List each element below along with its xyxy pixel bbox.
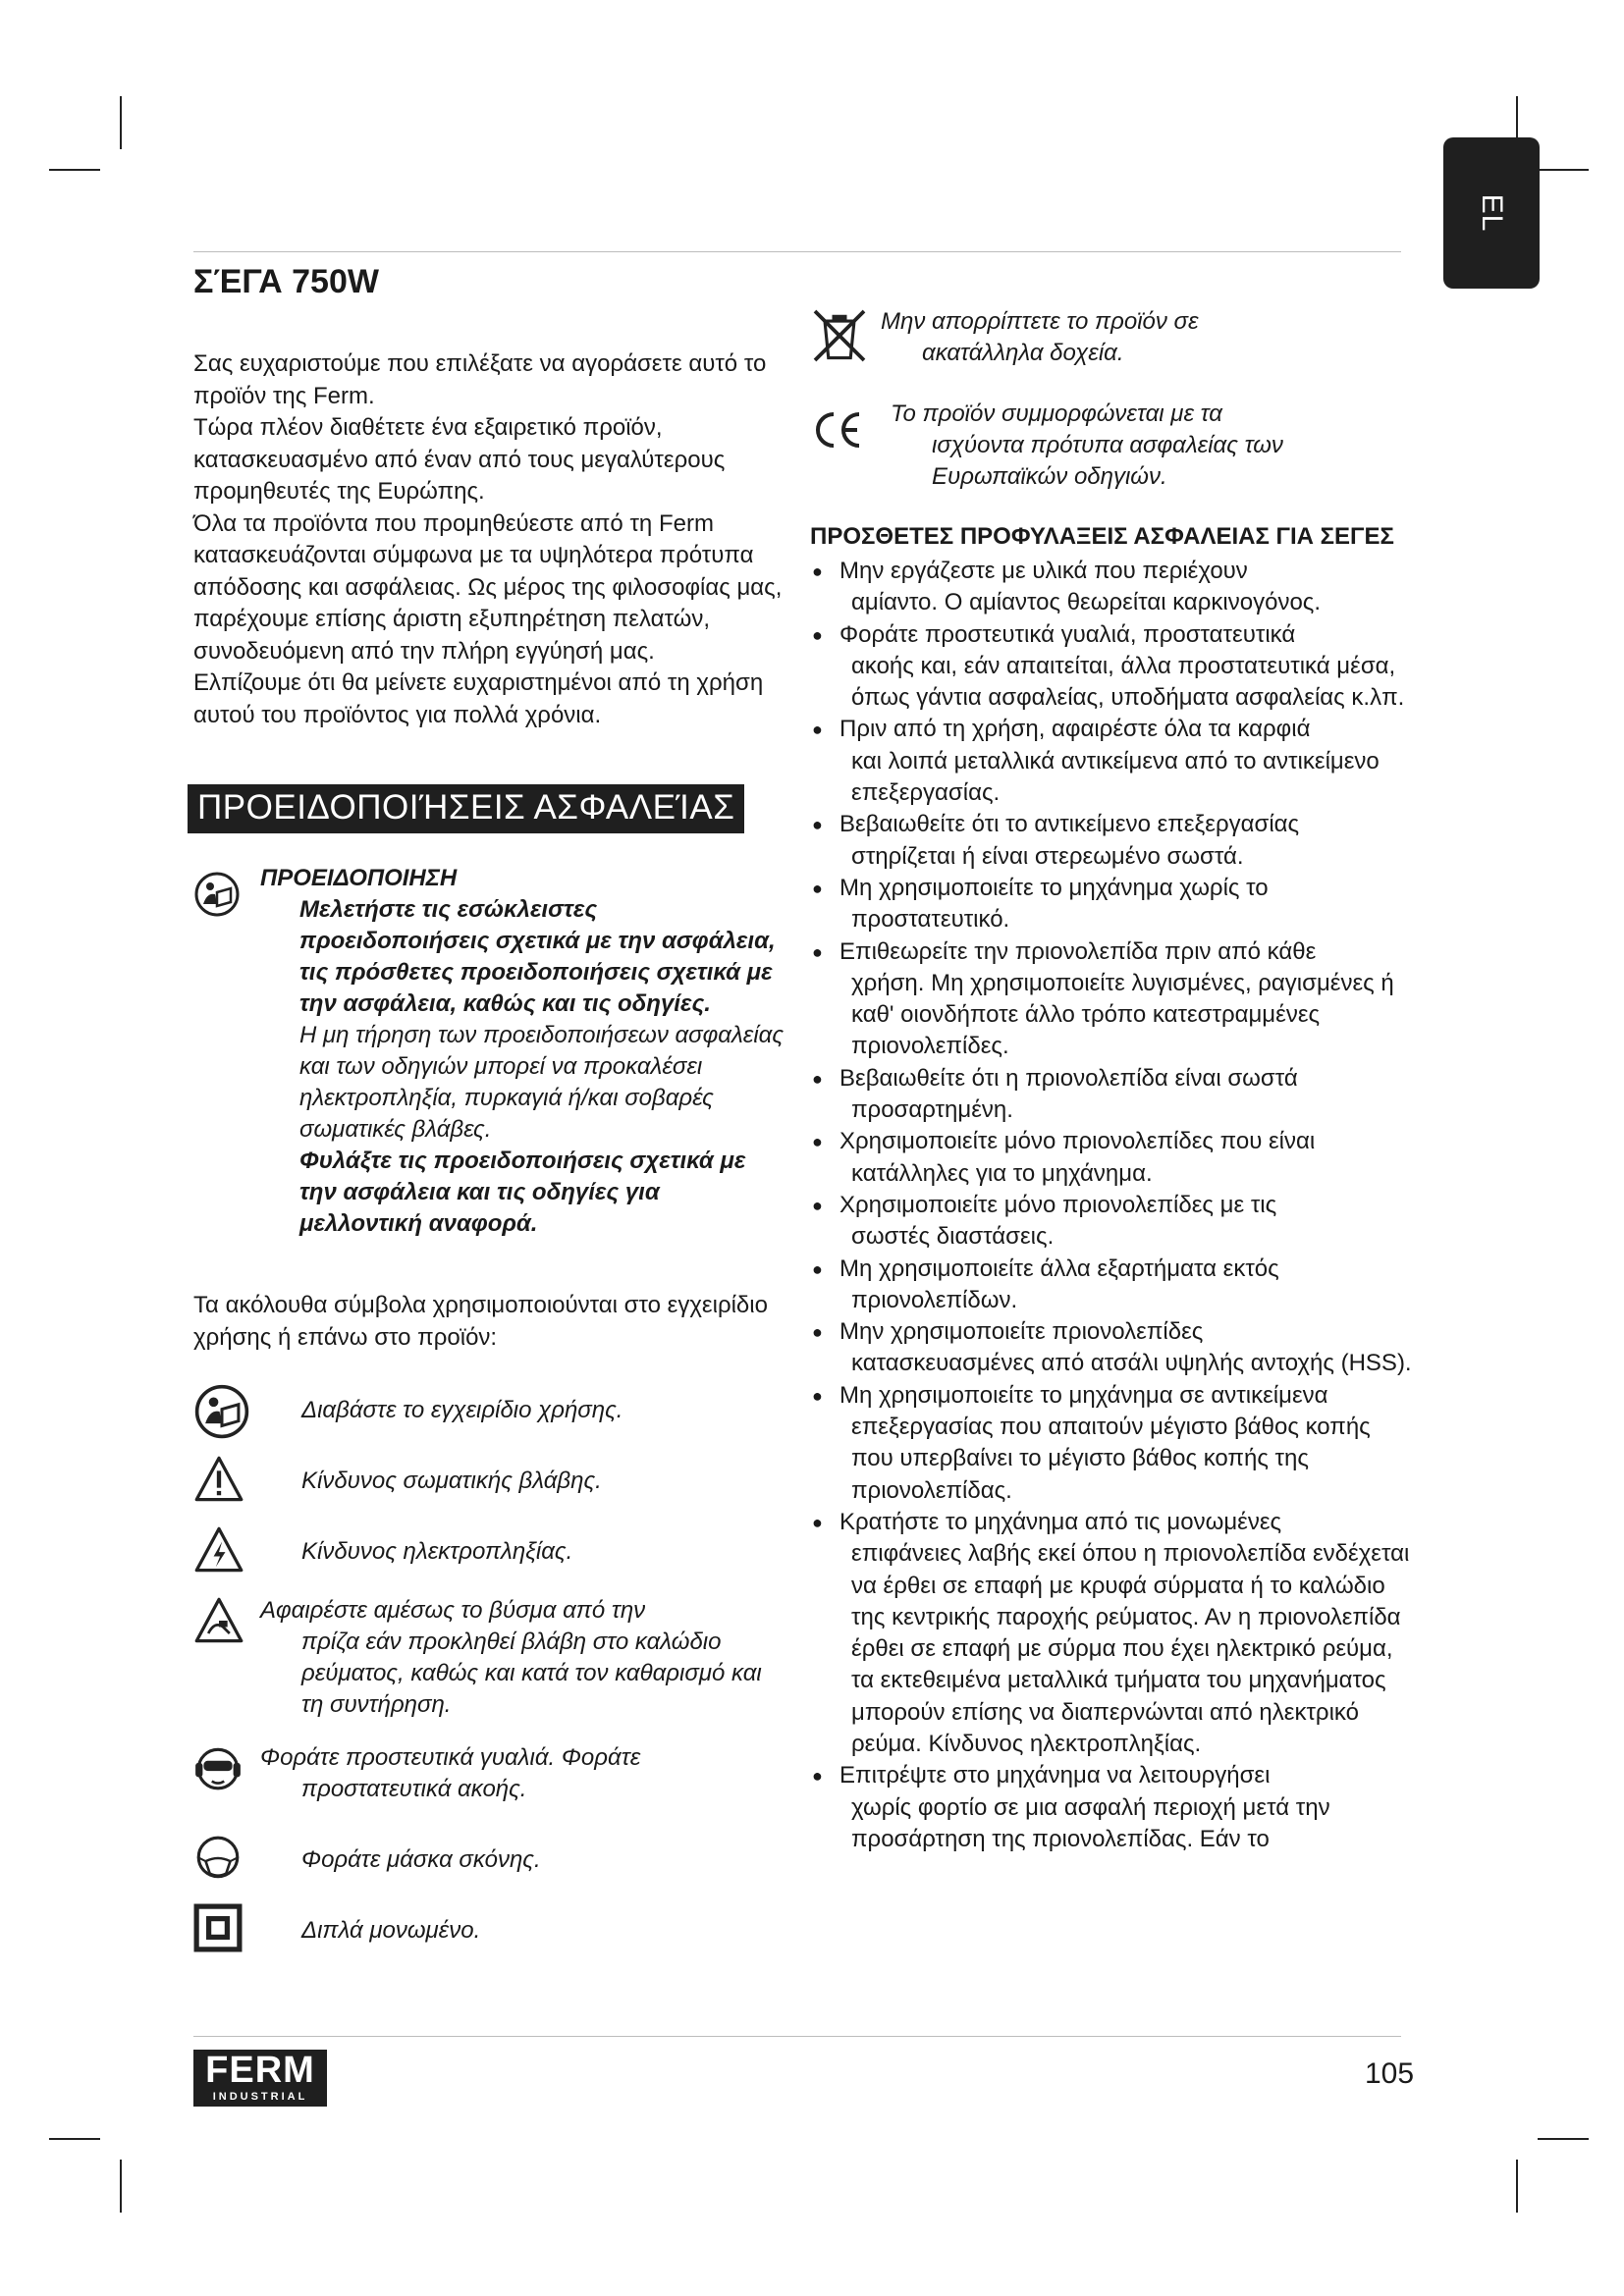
crop-mark-tl-v bbox=[120, 96, 122, 149]
symbol-text-rest: πρίζα εάν προκληθεί βλάβη στο καλώδιο ρεύματος, καθώς και κατά τον καθαρισμό και τη συντήρηση. bbox=[301, 1629, 762, 1718]
list-item bbox=[810, 714, 1419, 809]
warning-body bbox=[260, 894, 788, 1240]
unplug-icon bbox=[193, 1595, 244, 1655]
symbol-text bbox=[193, 1742, 788, 1805]
list-item-first: ● Βεβαιωθείτε ότι το αντικείμενο επεξεργασίας bbox=[839, 811, 1300, 838]
list-item-rest: στηρίζεται ή είναι στερεωμένο σωστά. bbox=[851, 842, 1244, 870]
crop-mark-bl-v bbox=[120, 2160, 122, 2213]
intro-text bbox=[193, 348, 788, 731]
right-column bbox=[810, 306, 1419, 1855]
read-manual-icon bbox=[193, 1383, 250, 1449]
symbol-text bbox=[193, 1595, 788, 1721]
warning-bold-text: Μελετήστε τις εσώκλειστες προειδοποιήσεις σχετικά με την ασφάλεια, τις πρόσθετες προειδοποιήσεις σχετικά με την ασφάλεια, καθώς και τις οδηγίες. bbox=[299, 896, 776, 1017]
logo-subtitle: INDUSTRIAL bbox=[212, 2091, 308, 2103]
list-item bbox=[810, 1316, 1419, 1380]
footer-rule bbox=[193, 2036, 1401, 2037]
ce-mark-icon bbox=[810, 406, 869, 462]
list-item-rest: κατασκευασμένες από ατσάλι υψηλής αντοχής (HSS). bbox=[851, 1350, 1412, 1377]
symbol-ce bbox=[810, 399, 1419, 493]
warning-italic-text: Η μη τήρηση των προειδοποιήσεων ασφαλείας και των οδηγιών μπορεί να προκαλέσει ηλεκτροπληξία, πυρκαγιά ή/και σοβαρές σωματικές βλάβες. bbox=[299, 1022, 785, 1143]
list-item-rest: σωστές διαστάσεις. bbox=[851, 1223, 1055, 1251]
list-item-rest: αμίαντο. Ο αμίαντος θεωρείται καρκινογόνος. bbox=[851, 589, 1322, 616]
warning-keep-text: Φυλάξτε τις προειδοποιήσεις σχετικά με την ασφάλεια και τις οδηγίες για μελλοντική αναφορά. bbox=[299, 1148, 746, 1237]
double-insulated-icon bbox=[193, 1903, 243, 1961]
list-item-rest: κατάλληλες για το μηχάνημα. bbox=[851, 1159, 1153, 1187]
list-item-rest: και λοιπά μεταλλικά αντικείμενα από το αντικείμενο επεξεργασίας. bbox=[851, 747, 1380, 807]
crop-mark-bl-h bbox=[49, 2138, 100, 2140]
list-item-rest: χρήση. Μη χρησιμοποιείτε λυγισμένες, ραγισμένες ή καθ' οιονδήποτε άλλο τρόπο κατεστραμμένες πριονολεπίδες. bbox=[851, 969, 1394, 1060]
safety-section-header: ΠΡΟΕΙΔΟΠΟΙΉΣΕΙΣ ΑΣΦΑΛΕΊΑΣ bbox=[188, 784, 744, 833]
list-item-first: ● Χρησιμοποιείτε μόνο πριονολεπίδες που είναι bbox=[839, 1128, 1316, 1155]
safety-bullet-list bbox=[810, 556, 1419, 1855]
list-item-rest: ακοής και, εάν απαιτείται, άλλα προστατευτικά μέσα, όπως γάντια ασφαλείας, υποδήματα ασφαλείας κ.λπ. bbox=[851, 652, 1405, 712]
intro-paragraph: Σας ευχαριστούμε που επιλέξατε να αγοράσετε αυτό το προϊόν της Ferm. bbox=[193, 350, 767, 409]
list-item bbox=[810, 1190, 1419, 1254]
list-item-first: ● Μη χρησιμοποιείτε το μηχάνημα σε αντικείμενα bbox=[839, 1381, 1328, 1409]
list-item-first: ● Μη χρησιμοποιείτε άλλα εξαρτήματα εκτός bbox=[839, 1255, 1279, 1282]
logo-wordmark: FERM bbox=[205, 2050, 315, 2091]
list-item-first: ● Επιτρέψτε στο μηχάνημα να λειτουργήσει bbox=[839, 1762, 1271, 1789]
symbol-read-manual bbox=[193, 1383, 788, 1440]
list-item bbox=[810, 1126, 1419, 1190]
list-item-first: ● Πριν από τη χρήση, αφαιρέστε όλα τα καρφιά bbox=[839, 716, 1311, 743]
additional-safety-heading: ΠΡΟΣΘΕΤΕΣ ΠΡΟΦΥΛΑΞΕΙΣ ΑΣΦΑΛΕΙΑΣ ΓΙΑ ΣΕΓΕΣ bbox=[810, 523, 1394, 550]
intro-paragraph: Όλα τα προϊόντα που προμηθεύεστε από τη Ferm κατασκευάζονται σύμφωνα με τα υψηλότερα πρότυπα απόδοσης και ασφάλειας. Ως μέρος της φιλοσοφίας μας, παρέχουμε επίσης άριστη εξυπηρέτηση πελατών, συνοδευόμενη από την πλήρη εγγύησή μας. bbox=[193, 509, 783, 665]
list-item-first: ● Βεβαιωθείτε ότι η πριονολεπίδα είναι σωστά bbox=[839, 1064, 1298, 1092]
list-item bbox=[810, 809, 1419, 873]
list-item bbox=[810, 1254, 1419, 1317]
list-item-first: ● Κρατήστε το μηχάνημα από τις μονωμένες bbox=[839, 1508, 1282, 1535]
crop-mark-tl-h bbox=[49, 169, 100, 171]
symbol-text-first: Αφαιρέστε αμέσως το βύσμα από την bbox=[260, 1597, 646, 1624]
symbol-text: Φοράτε μάσκα σκόνης. bbox=[301, 1846, 541, 1873]
symbol-text bbox=[810, 306, 1419, 369]
list-item-first: ● Χρησιμοποιείτε μόνο πριονολεπίδες με τις bbox=[839, 1191, 1277, 1218]
list-item bbox=[810, 556, 1419, 619]
symbol-disposal bbox=[810, 306, 1419, 369]
intro-paragraph: Τώρα πλέον διαθέτετε ένα εξαιρετικό προϊόν, κατασκευασμένο από έναν από τους μεγαλύτερους προμηθευτές της Ευρώπης. bbox=[193, 414, 726, 505]
symbol-text bbox=[810, 399, 1419, 493]
crop-mark-br-h bbox=[1538, 2138, 1589, 2140]
symbol-text-rest: ακατάλληλα δοχεία. bbox=[922, 340, 1124, 366]
crop-mark-br-v bbox=[1516, 2160, 1518, 2213]
symbol-double-insulated bbox=[193, 1903, 788, 1960]
symbol-text: Κίνδυνος ηλεκτροπληξίας. bbox=[301, 1538, 573, 1565]
list-item-first: ● Μην χρησιμοποιείτε πριονολεπίδες bbox=[839, 1318, 1204, 1346]
intro-paragraph: Ελπίζουμε ότι θα μείνετε ευχαριστημένοι από τη χρήση αυτού του προϊόντος για πολλά χρόνια. bbox=[193, 669, 764, 728]
goggles-ear-protection-icon bbox=[193, 1742, 243, 1802]
list-item-rest: χωρίς φορτίο σε μια ασφαλή περιοχή μετά την προσάρτηση της πριονολεπίδας. Εάν το bbox=[851, 1793, 1330, 1852]
list-item bbox=[810, 619, 1419, 715]
ferm-industrial-logo bbox=[193, 2050, 327, 2107]
list-item-first: ● Μην εργάζεστε με υλικά που περιέχουν bbox=[839, 558, 1248, 584]
language-tab bbox=[1443, 137, 1540, 289]
list-item-rest: προσαρτημένη. bbox=[851, 1096, 1013, 1124]
symbol-text: Διαβάστε το εγχειρίδιο χρήσης. bbox=[301, 1397, 623, 1423]
symbol-text-first: Το προϊόν συμμορφώνεται με τα bbox=[891, 400, 1222, 427]
read-manual-icon bbox=[193, 871, 241, 927]
symbol-unplug bbox=[193, 1595, 788, 1721]
symbol-dust-mask bbox=[193, 1833, 788, 1890]
list-item-rest: πριονολεπίδων. bbox=[851, 1286, 1018, 1313]
list-item-first: ● Μη χρησιμοποιείτε το μηχάνημα χωρίς το bbox=[839, 874, 1269, 901]
list-item bbox=[810, 1507, 1419, 1760]
left-column bbox=[193, 263, 788, 1974]
warning-title: ΠΡΟΕΙΔΟΠΟΙΗΣΗ bbox=[260, 865, 458, 891]
list-item bbox=[810, 873, 1419, 936]
symbol-text: Κίνδυνος σωματικής βλάβης. bbox=[301, 1468, 602, 1494]
list-item bbox=[810, 1760, 1419, 1855]
list-item-rest: προστατευτικό. bbox=[851, 906, 1010, 934]
symbol-protective-gear bbox=[193, 1742, 788, 1805]
symbol-shock bbox=[193, 1524, 788, 1581]
product-title: ΣΈΓΑ 750W bbox=[193, 263, 379, 300]
symbol-text-rest: ισχύοντα πρότυπα ασφαλείας των Ευρωπαϊκών οδηγιών. bbox=[932, 432, 1283, 490]
symbol-text: Διπλά μονωμένο. bbox=[301, 1917, 481, 1944]
symbol-injury bbox=[193, 1454, 788, 1511]
list-item bbox=[810, 1380, 1419, 1507]
warning-block bbox=[193, 863, 788, 1240]
electric-shock-icon bbox=[193, 1524, 244, 1584]
symbol-text-first: Μην απορρίπτετε το προϊόν σε bbox=[881, 308, 1199, 335]
list-item-first: ● Επιθεωρείτε την πριονολεπίδα πριν από κάθε bbox=[839, 937, 1317, 965]
list-item bbox=[810, 936, 1419, 1063]
list-item-rest: επιφάνειες λαβής εκεί όπου η πριονολεπίδα ενδέχεται να έρθει σε επαφή με κρυφά σύρματα ή το καλώδιο της κεντρικής παροχής ρεύματος. Αν η πριονολεπίδα έρθει σε επαφή με σύρμα που έχει ηλεκτρικό ρεύμα, τα εκτεθειμένα μεταλλικά τμήματα του μηχανήματος μπορούν επίσης να διαπερνώνται από ηλεκτρικό ρεύμα. Κίνδυνος ηλεκτροπληξίας. bbox=[851, 1540, 1410, 1757]
crop-mark-tr-h bbox=[1538, 169, 1589, 171]
list-item bbox=[810, 1063, 1419, 1127]
list-item-rest: επεξεργασίας που απαιτούν μέγιστο βάθος κοπής που υπερβαίνει το μέγιστο βάθος κοπής της πριονολεπίδας. bbox=[851, 1414, 1371, 1504]
crossed-bin-icon bbox=[810, 306, 869, 374]
symbols-intro: Τα ακόλουθα σύμβολα χρησιμοποιούνται στο εγχειρίδιο χρήσης ή επάνω στο προϊόν: bbox=[193, 1292, 768, 1351]
header-rule bbox=[193, 251, 1401, 252]
language-tab-label: EL bbox=[1476, 193, 1508, 233]
list-item-first: ● Φοράτε προστευτικά γυαλιά, προστατευτικά bbox=[839, 620, 1296, 648]
symbol-text-first: Φοράτε προστευτικά γυαλιά. Φοράτε bbox=[260, 1744, 641, 1771]
page-number: 105 bbox=[1365, 2057, 1415, 2090]
dust-mask-icon bbox=[193, 1833, 243, 1893]
symbol-text-rest: προστατευτικά ακοής. bbox=[301, 1776, 527, 1802]
warning-triangle-icon bbox=[193, 1454, 244, 1514]
